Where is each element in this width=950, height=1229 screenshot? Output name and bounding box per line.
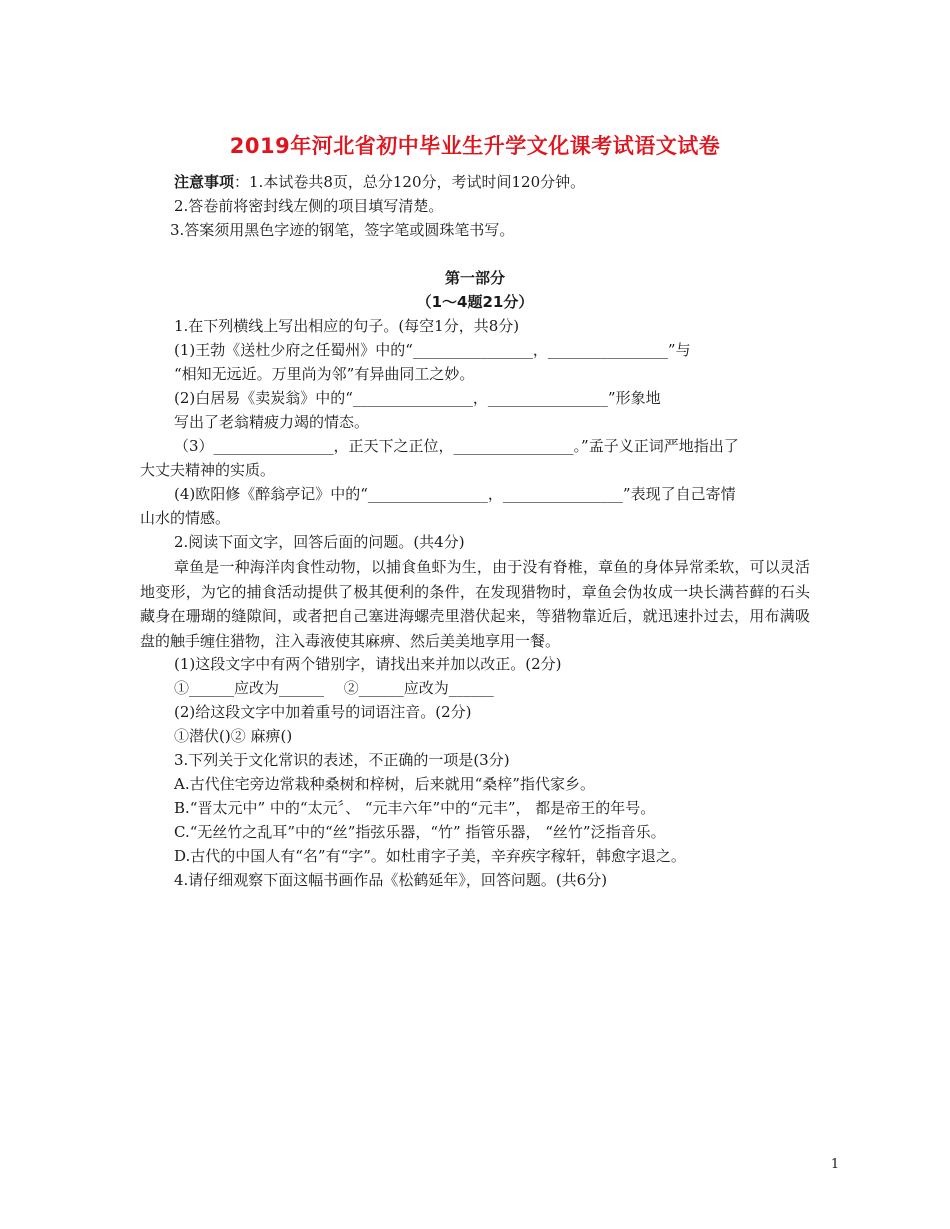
q3-stem: 3.下列关于文化常识的表述，不正确的一项是(3分): [174, 751, 510, 769]
q3-option-b: B.“晋太元中” 中的“太元〞、 “元丰六年”中的“元丰”， 都是帝王的年号。: [174, 799, 656, 817]
notes-label: 注意事项: [174, 173, 235, 191]
q1-line-2: “相知无远近。万里尚为邻”有异曲同工之妙。: [174, 365, 475, 383]
q3-option-a: A.古代住宅旁边常栽种桑树和梓树，后来就用“桑梓”指代家乡。: [174, 775, 595, 793]
q1-line-3: (2)白居易《卖炭翁》中的“________________，________________”形象地: [174, 389, 661, 407]
q1-line-7: (4)欧阳修《醉翁亭记》中的“________________，________________”表现了自己寄情: [174, 485, 736, 503]
q1-line-5: （3）________________，正天下之正位，________________。”孟子义正词严地指出了: [174, 437, 739, 455]
part-subheading: （1～4题21分）: [416, 293, 534, 311]
q1-stem: 1.在下列横线上写出相应的句子。(每空1分，共8分): [174, 317, 520, 335]
q2-sub2-items: ①潜伏()② 麻痹(): [174, 727, 293, 745]
notes-item-3: 3.答案须用黑色字迹的钢笔，签字笔或圆珠笔书写。: [170, 221, 515, 239]
q3-option-c: C.“无丝竹之乱耳”中的“丝”指弦乐器，“竹” 指管乐器， “丝竹”泛指音乐。: [174, 823, 666, 841]
q2-stem: 2.阅读下面文字，回答后面的问题。(共4分): [174, 533, 465, 551]
part-heading: 第一部分: [444, 269, 505, 287]
notes-item-2: 2.答卷前将密封线左侧的项目填写清楚。: [174, 197, 444, 215]
q1-line-6: 大丈夫精神的实质。: [140, 461, 276, 479]
q2-sub1: (1)这段文字中有两个错别字，请找出来并加以改正。(2分): [174, 655, 562, 673]
q2-sub1-blanks: ①______应改为______ ②______应改为______: [174, 679, 494, 697]
page-number: 1: [830, 1157, 840, 1172]
q2-sub2: (2)给这段文字中加着重号的词语注音。(2分): [174, 703, 472, 721]
notes-item-1: ：1.本试卷共8页，总分120分，考试时间120分钟。: [234, 173, 586, 191]
q4-stem: 4.请仔细观察下面这幅书画作品《松鹤延年》，回答问题。(共6分): [174, 871, 608, 889]
q2-passage: 章鱼是一种海洋肉食性动物，以捕食鱼虾为生，由于没有脊椎，章鱼的身体异常柔软，可以灵活地变形，为它的捕食活动提供了极其便利的条件，在发现猎物时，章鱼会伪妆成一块长满苔藓的石头藏身在珊瑚的缝隙间，或者把自己塞进海螺壳里潜伏起来，等猎物靠近后，就迅速扑过去，用布满吸盘的触手缠住猎物，注入毒液使其麻痹、然后美美地享用一餐。: [140, 558, 810, 650]
exam-title: 2019年河北省初中毕业生升学文化课考试语文试卷: [229, 134, 721, 158]
q3-option-d: D.古代的中国人有“名”有“字”。如杜甫字子美，辛弃疾字稼轩，韩愈字退之。: [174, 847, 686, 865]
q1-line-4: 写出了老翁精疲力竭的情态。: [174, 413, 370, 431]
q1-line-1: (1)王勃《送杜少府之任蜀州》中的“________________，________________”与: [174, 341, 691, 359]
q1-line-8: 山水的情感。: [140, 509, 231, 527]
notes-line-1: [174, 170, 585, 194]
